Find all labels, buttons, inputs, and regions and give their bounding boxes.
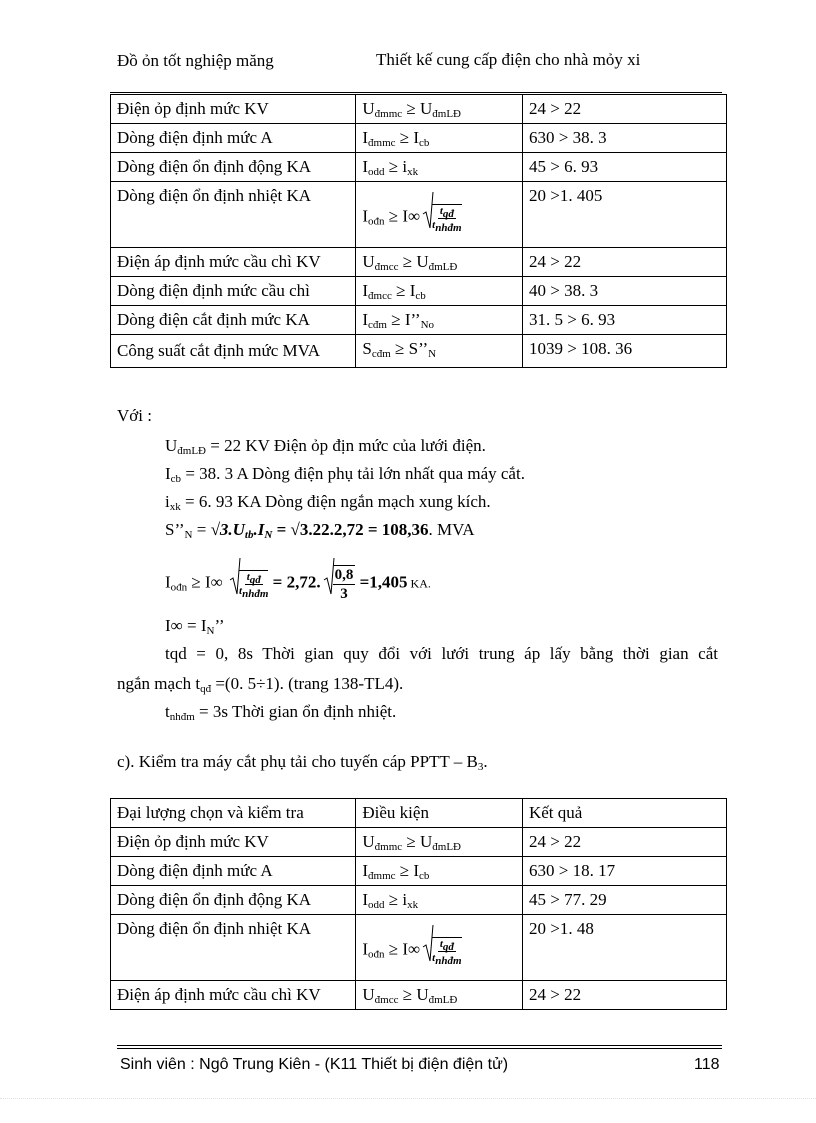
table-row — [111, 248, 727, 277]
table-row — [111, 153, 727, 182]
table-row — [111, 857, 727, 886]
cell-quantity: Dòng điện ổn định động KA — [111, 153, 356, 182]
table-row — [111, 182, 727, 248]
cell-result: 45 > 77. 29 — [522, 886, 726, 915]
line-tnhdm: $t_{nhđm} = 3s$ Thời gian ổn định nhiệt. — [165, 702, 397, 723]
col-header-result: Kết quả — [522, 799, 726, 828]
cell-quantity: Dòng điện ổn định nhiệt KA — [111, 915, 356, 981]
line-impulse-current: $i_{xk} = 6$. 93 KA Dòng điện ngắn mạch xung kích. — [165, 492, 491, 513]
cell-result: 20 >1. 405 — [522, 182, 726, 248]
cell-condition: $U_{đmmc} \ge U_{đmLĐ}$ — [356, 95, 523, 124]
cell-result: 24 > 22 — [522, 95, 726, 124]
table-row — [111, 981, 727, 1010]
line-rated-voltage: $U_{đmLĐ} = 22$ KV Điện ỏp địn mức của lưới điện. — [165, 436, 486, 457]
table-row — [111, 124, 727, 153]
footer-divider — [117, 1048, 722, 1049]
cell-condition: $I_{odd} \ge i_{xk}$ — [356, 886, 523, 915]
footer-divider — [117, 1045, 722, 1046]
table-row — [111, 95, 727, 124]
cell-result: 24 > 22 — [522, 248, 726, 277]
table-row — [111, 335, 727, 368]
cell-quantity: Công suất cắt định mức MVA — [111, 335, 356, 368]
col-header-condition: Điều kiện — [356, 799, 523, 828]
header-divider — [110, 92, 722, 93]
with-label: Với : — [117, 406, 152, 425]
cell-result: 40 > 38. 3 — [522, 277, 726, 306]
table-header-row — [111, 799, 727, 828]
cell-condition: $S_{cđm}$ ≥ $S’’_N$ — [356, 335, 523, 368]
cell-quantity: Dòng điện ổn định động KA — [111, 886, 356, 915]
power-formula: $√3.U_{tb}.I_N = √3.22.2,72 = 108,36$ — [210, 520, 429, 541]
cell-quantity: Dòng điện định mức A — [111, 124, 356, 153]
line-tqd-cont: ngắn mạch $t_{qđ} =(0$. 5÷1). (trang 138-TL4). — [117, 674, 404, 695]
cell-result: 1039 > 108. 36 — [522, 335, 726, 368]
table-row — [111, 915, 727, 981]
cell-condition: $U_{đmmc} \ge U_{đmLĐ}$ — [356, 828, 523, 857]
page-number: 118 — [694, 1056, 720, 1073]
table-row — [111, 828, 727, 857]
cell-condition: $U_{đmcc} \ge U_{đmLĐ}$ — [356, 248, 523, 277]
page-edge — [0, 1098, 816, 1099]
cell-result: 45 > 6. 93 — [522, 153, 726, 182]
cell-quantity: Dòng điện định mức A — [111, 857, 356, 886]
line-thermal-stability: $I_{ođn} \ge I\infty$ $\frac{t_{qđ}}{t_{nhđm}}$ = 2,72. $\frac{0,8}{3}$ =1,405 KA. — [165, 556, 431, 611]
cell-quantity: Dòng điện cắt định mức KA — [111, 306, 356, 335]
header-right-title: Thiết kế cung cấp điện cho nhà mỏy xi — [376, 50, 641, 69]
table-row — [111, 277, 727, 306]
cell-condition: $I_{đmmc} \ge I_{cb}$ — [356, 857, 523, 886]
line-load-current: $I_{cb} = 38$. 3 A Dòng điện phụ tải lớn nhất qua máy cắt. — [165, 464, 525, 485]
cell-condition: $I_{đmmc} \ge I_{cb}$ — [356, 124, 523, 153]
cell-quantity: Dòng điện ổn định nhiệt KA — [111, 182, 356, 248]
line-tqd: tqd = 0, 8s Thời gian quy đổi với lưới trung áp lấy bằng thời gian cắt — [165, 644, 718, 663]
table-row — [111, 306, 727, 335]
breaker-check-table-2 — [110, 798, 727, 1010]
cell-condition: $I_{cđm}$ ≥ $I’’_{No}$ — [356, 306, 523, 335]
cell-quantity: Dòng điện định mức cầu chì — [111, 277, 356, 306]
footer-student: Sinh viên : Ngô Trung Kiên - (K11 Thiết bị điện điện tử) — [120, 1056, 509, 1073]
cell-result: 630 > 18. 17 — [522, 857, 726, 886]
cell-result: 24 > 22 — [522, 828, 726, 857]
cell-condition: $U_{đmcc} \ge U_{đmLĐ}$ — [356, 981, 523, 1010]
line-short-circuit-power: $S’’_N = √3.U_{tb}.I_N = √3.22.2,72 = 108,36$. MVA — [165, 520, 475, 541]
cell-result: 630 > 38. 3 — [522, 124, 726, 153]
section-c-heading: c). Kiểm tra máy cắt phụ tải cho tuyến cáp PPTT – $B_3$. — [117, 752, 488, 773]
breaker-check-table-1 — [110, 94, 727, 368]
cell-result: 20 >1. 48 — [522, 915, 726, 981]
cell-result: 31. 5 > 6. 93 — [522, 306, 726, 335]
cell-quantity: Điện áp định mức cầu chì KV — [111, 248, 356, 277]
cell-quantity: Điện áp định mức cầu chì KV — [111, 981, 356, 1010]
table-row — [111, 886, 727, 915]
cell-condition: $I_{ođn} \ge I\infty$ $\frac{t_{qđ}}{t_{nhđm}}$ — [356, 915, 523, 981]
cell-quantity: Điện ỏp định mức KV — [111, 828, 356, 857]
col-header-quantity: Đại lượng chọn và kiểm tra — [111, 799, 356, 828]
cell-condition: $I_{odd} \ge i_{xk}$ — [356, 153, 523, 182]
header-left-title: Đồ ỏn tốt nghiệp măng — [117, 51, 274, 70]
cell-condition: $I_{đmcc} \ge I_{cb}$ — [356, 277, 523, 306]
cell-result: 24 > 22 — [522, 981, 726, 1010]
cell-condition: $I_{ođn} \ge I\infty$ $\frac{t_{qđ}}{t_{nhđm}}$ — [356, 182, 523, 248]
cell-quantity: Điện ỏp định mức KV — [111, 95, 356, 124]
line-inf-current: $I\infty = I_N$’’ — [165, 616, 225, 637]
